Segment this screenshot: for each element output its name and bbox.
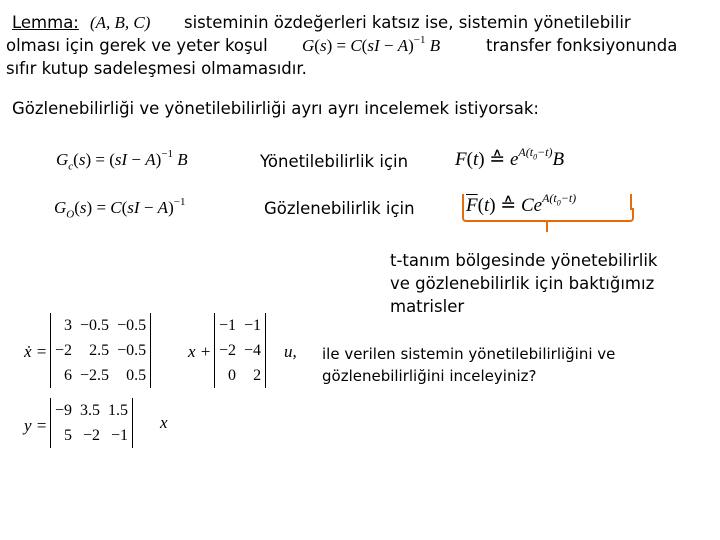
note-line-2: ve gözlenebilirlik için baktığımız bbox=[390, 274, 655, 293]
matrix-cell: −4 bbox=[244, 341, 262, 359]
matrix-cell: −2.5 bbox=[80, 366, 110, 384]
matrix-b-row bbox=[215, 338, 265, 363]
matrix-cell: 3.5 bbox=[80, 401, 101, 419]
matrix-cell: 0.5 bbox=[126, 366, 147, 384]
matrix-cell: −0.5 bbox=[80, 316, 110, 334]
matrix-cell: −0.5 bbox=[117, 316, 147, 334]
x-output-symbol: x bbox=[160, 413, 168, 432]
matrix-c bbox=[50, 398, 133, 448]
matrix-a-row bbox=[51, 313, 150, 338]
gc-label: Yönetilebilirlik için bbox=[260, 152, 409, 171]
matrix-b bbox=[214, 313, 266, 388]
lemma-triple: (A, B, C) bbox=[90, 13, 151, 32]
matrix-cell: 0 bbox=[228, 366, 237, 384]
question-line-2: gözlenebilirliğini inceleyiniz? bbox=[322, 367, 537, 385]
subtitle: Gözlenebilirliği ve yönetilebilirliği ayrı ayrı incelemek istiyorsak: bbox=[12, 99, 539, 118]
matrix-cell: 6 bbox=[64, 366, 73, 384]
matrix-a bbox=[50, 313, 151, 388]
matrix-a-row bbox=[51, 338, 150, 363]
lemma-line-2-end: transfer fonksiyonunda bbox=[486, 36, 678, 55]
matrix-a-row bbox=[51, 363, 150, 388]
gc-formula: $G_c(s) = (sI - A)^{-1}$ B bbox=[56, 148, 188, 173]
matrix-cell: −2 bbox=[55, 341, 73, 359]
xdot-symbol: ẋ = bbox=[24, 342, 48, 361]
matrix-cell: −9 bbox=[55, 401, 73, 419]
matrix-cell: 2.5 bbox=[89, 341, 110, 359]
matrix-cell: 5 bbox=[64, 426, 73, 444]
lemma-transfer-formula: G(s) = C(sI − A)$^{-1}$ B bbox=[302, 34, 441, 55]
matrix-cell: 2 bbox=[253, 366, 262, 384]
go-t-formula: $\overline{F}(t)$ ≙ $Ce^{A(t_0-t)}$ bbox=[466, 191, 577, 216]
matrix-cell: −0.5 bbox=[117, 341, 147, 359]
matrix-c-row bbox=[51, 423, 132, 448]
matrix-cell: 1.5 bbox=[108, 401, 129, 419]
brace-pointer bbox=[546, 220, 548, 232]
lemma-line-1 bbox=[12, 12, 79, 34]
matrix-b-row bbox=[215, 363, 265, 388]
matrix-cell: −1 bbox=[111, 426, 129, 444]
matrix-cell: −1 bbox=[219, 316, 237, 334]
matrix-c-row bbox=[51, 398, 132, 423]
y-symbol: y = bbox=[24, 416, 48, 435]
note-line-3: matrisler bbox=[390, 297, 465, 316]
u-symbol: u, bbox=[284, 342, 297, 361]
matrix-cell: −1 bbox=[244, 316, 262, 334]
go-formula: $G_O(s) = C(sI - A)^{-1}$ bbox=[54, 196, 186, 221]
brace-bottom bbox=[462, 208, 634, 222]
note-line-1: t-tanım bölgesinde yönetebilirlik bbox=[390, 251, 658, 270]
lemma-line-2-start: olması için gerek ve yeter koşul bbox=[6, 36, 268, 55]
lemma-line-3: sıfır kutup sadeleşmesi olmamasıdır. bbox=[6, 59, 307, 78]
gc-t-formula: F(t) ≙ $e^{A(t_0-t)}B$ bbox=[455, 145, 565, 170]
x-plus-symbol: x + bbox=[188, 342, 212, 361]
lemma-label: Lemma: bbox=[12, 13, 79, 32]
question-line-1: ile verilen sistemin yönetilebilirliğini ve bbox=[322, 345, 616, 363]
matrix-cell: 3 bbox=[64, 316, 73, 334]
matrix-cell: −2 bbox=[83, 426, 101, 444]
lemma-line-1-rest: sisteminin özdeğerleri katsız ise, sistemin yönetilebilir bbox=[184, 13, 631, 32]
matrix-cell: −2 bbox=[219, 341, 237, 359]
go-label: Gözlenebilirlik için bbox=[264, 199, 415, 218]
matrix-b-row bbox=[215, 313, 265, 338]
